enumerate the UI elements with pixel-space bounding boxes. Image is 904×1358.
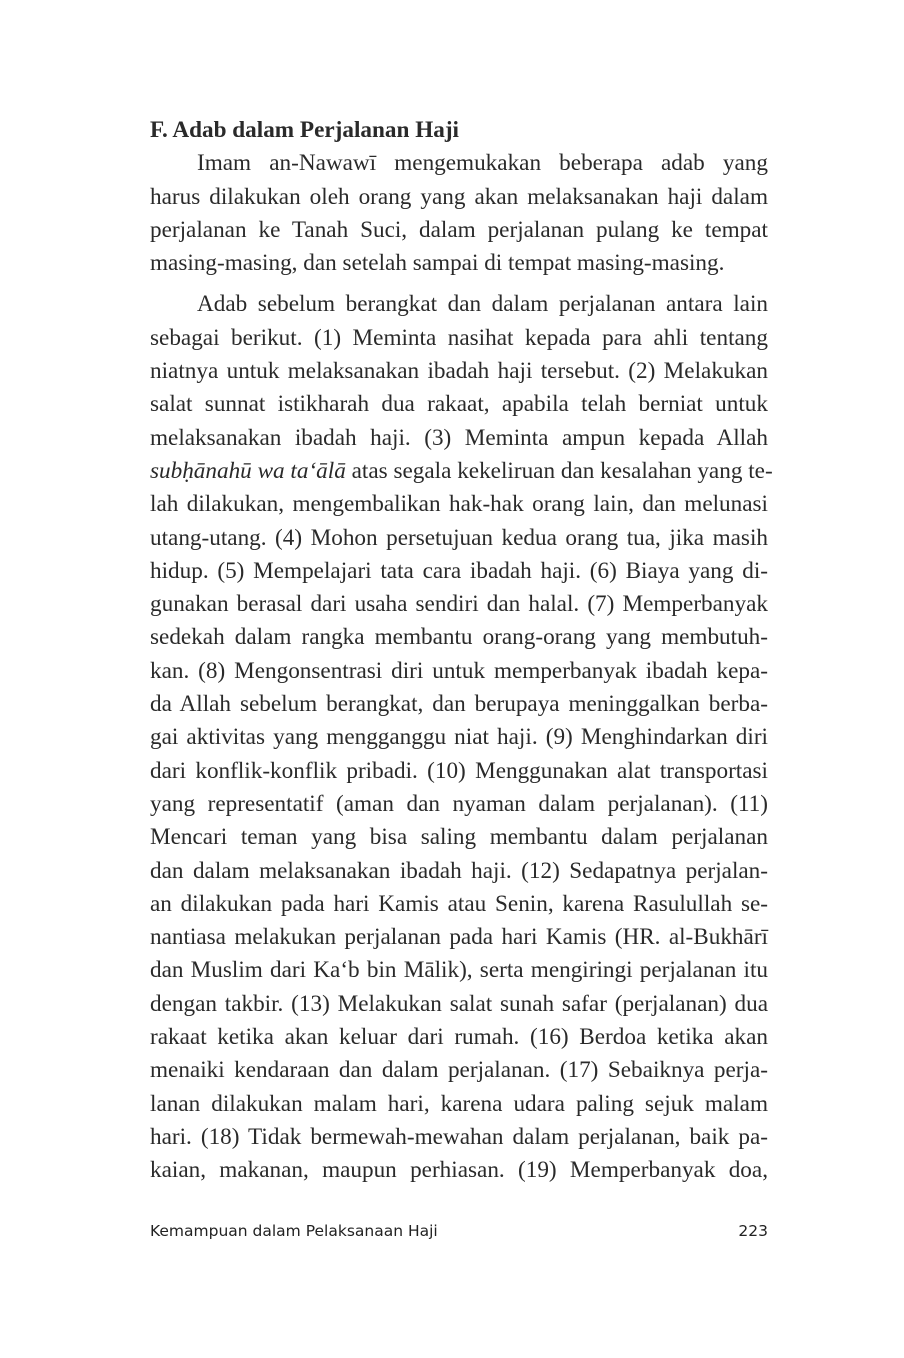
text-line: perjalanan ke Tanah Suci, dalam perjalanan pulang ke tempat [150,216,768,243]
text-line: kaian, makanan, maupun perhiasan. (19) Memperbanyak doa, [150,1157,768,1184]
paragraph-2 [150,288,773,1187]
italic-phrase: subḥānahū wa ta‘ālā [150,457,346,484]
text-line: lanan dilakukan malam hari, karena udara paling sejuk malam [150,1090,768,1117]
text-line: masing-masing, dan setelah sampai di tempat masing-masing. [150,250,725,277]
text-line: dari konflik-konflik pribadi. (10) Menggunakan alat transportasi [150,757,768,784]
text-line: hidup. (5) Mempelajari tata cara ibadah haji. (6) Biaya yang di- [150,557,768,584]
text-line: sedekah dalam rangka membantu orang-orang yang membutuh- [150,624,768,651]
text-line: hari. (18) Tidak bermewah-mewahan dalam perjalanan, baik pa- [150,1123,768,1150]
text-line: kan. (8) Mengonsentrasi diri untuk memperbanyak ibadah kepa- [150,657,768,684]
text-line: dan Muslim dari Ka‘b bin Mālik), serta mengiringi perjalanan itu [150,957,768,984]
text-line-with-italic [150,455,773,488]
running-footer-title: Kemampuan dalam Pelaksanaan Haji [150,1222,438,1240]
text-line: an dilakukan pada hari Kamis atau Senin, karena Rasulullah se- [150,890,768,917]
text-line: salat sunnat istikharah dua rakaat, apabila telah berniat untuk [150,391,768,418]
text-line: da Allah sebelum berangkat, dan berupaya meninggalkan berba- [150,691,768,718]
text-line: nantiasa melakukan perjalanan pada hari Kamis (HR. al-Bukhārī [150,924,768,951]
page-number: 223 [738,1222,768,1240]
text-line: menaiki kendaraan dan dalam perjalanan. (17) Sebaiknya perja- [150,1057,768,1084]
page-footer [150,1222,768,1248]
text-line: niatnya untuk melaksanakan ibadah haji tersebut. (2) Melakukan [150,358,768,385]
section-heading: F. Adab dalam Perjalanan Haji [150,117,459,143]
text-line: dan dalam melaksanakan ibadah haji. (12) Sedapatnya perjalan- [150,857,768,884]
text-line: gunakan berasal dari usaha sendiri dan halal. (7) Memperbanyak [150,591,768,618]
text-line: melaksanakan ibadah haji. (3) Meminta ampun kepada Allah [150,424,768,451]
text-line: Mencari teman yang bisa saling membantu dalam perjalanan [150,824,768,851]
text-line: Imam an-Nawawī mengemukakan beberapa adab yang [197,150,768,177]
text-line: gai aktivitas yang mengganggu niat haji. (9) Menghindarkan diri [150,724,768,751]
text-line: sebagai berikut. (1) Meminta nasihat kepada para ahli tentang [150,324,768,351]
body-text [150,114,773,1188]
text-line: rakaat ketika akan keluar dari rumah. (16) Berdoa ketika akan [150,1024,768,1051]
text-line: yang representatif (aman dan nyaman dalam perjalanan). (11) [150,790,768,817]
text-line: utang-utang. (4) Mohon persetujuan kedua orang tua, jika masih [150,524,768,551]
text-line: Adab sebelum berangkat dan dalam perjalanan antara lain [197,291,768,318]
text-line: lah dilakukan, mengembalikan hak-hak orang lain, dan melunasi [150,491,768,518]
text-line: harus dilakukan oleh orang yang akan melaksanakan haji dalam [150,183,768,210]
text-line-rest: atas segala kekeliruan dan kesalahan yang te- [345,457,773,484]
text-line: dengan takbir. (13) Melakukan salat sunah safar (perjalanan) dua [150,990,768,1017]
paragraph-1 [150,147,768,280]
